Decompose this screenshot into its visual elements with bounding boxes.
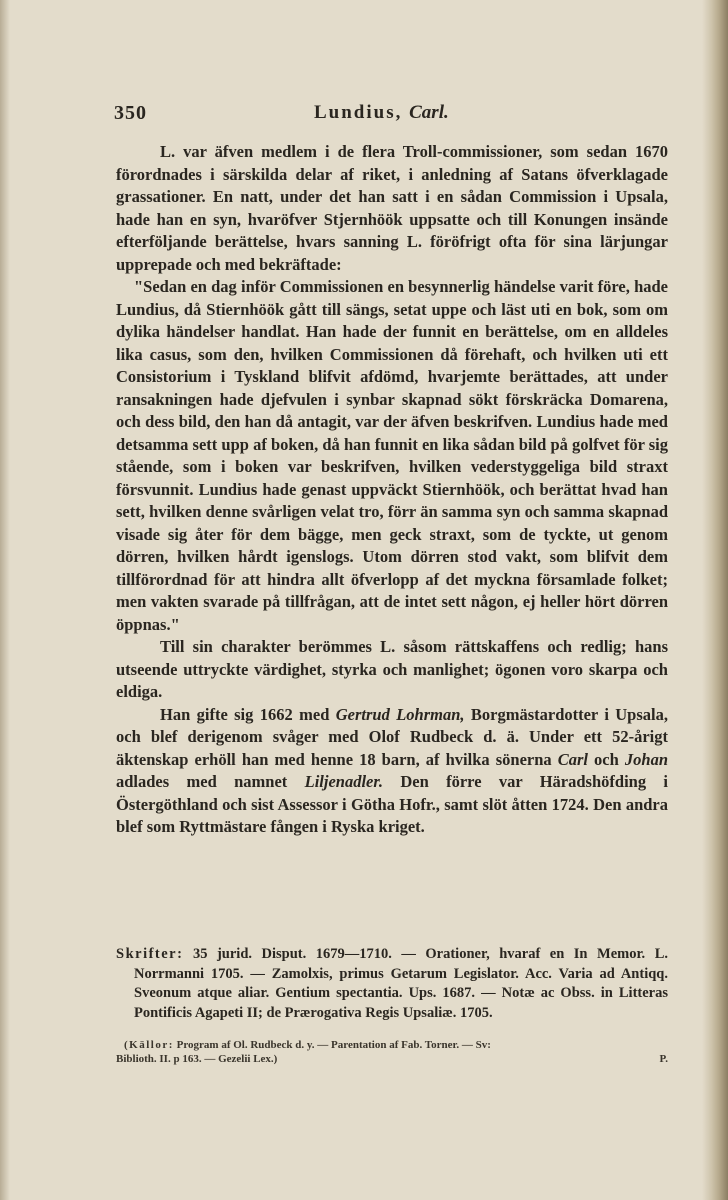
writings-text: 35 jurid. Disput. 1679—1710. — Orationer, hvaraf en In Memor. L. Norrmanni 1705. — Zamolxis, primus Getarum Legislator. Acc. Varia ad Antiqq. Sveonum atque aliar. Gentium spectantia. Ups. 1687. — Notæ ac Obss. in Litteras Pontificis Agapeti II; de Prærogativa Regis Upsaliæ. 1705.: [134, 946, 668, 1021]
paragraph-marriage: [116, 704, 668, 839]
page-header: [114, 102, 674, 126]
page-number: 350: [114, 102, 147, 124]
writings-label: Skrifter:: [116, 946, 184, 962]
son-name-johan: Johan: [624, 749, 668, 769]
author-signature: P.: [659, 1053, 668, 1065]
page-left-edge: [0, 0, 10, 1200]
body-text: [116, 141, 668, 839]
writings-section: [116, 945, 668, 1023]
sources-label: (Källor:: [124, 1039, 174, 1051]
paragraph-troll-commissions: L. var äfven medlem i de flera Troll-commissioner, som sedan 1670 förordnades i särskilda delar af riket, i anledning af Satans öfverklagade grassationer. En natt, under det han satt i en sådan Commission i Upsala, hade han en syn, hvaröfver Stjernhöök uppsatte och till Konungen insände efterföljande berättelse, hvars sanning L. föröfrigt ofta för sina lärjungar upprepade och med bekräftade:: [116, 142, 668, 274]
sources-line-2: [116, 1052, 668, 1066]
marriage-text-5: Den förre var Häradshöfding i Östergöthland och sist Assessor i Götha Hofr., samt slöt åtten 1724. Den andra blef som Ryttmästare fången i Ryska kriget.: [116, 772, 669, 836]
noble-name: Liljenadler.: [304, 772, 383, 791]
running-head-name: Lundius,: [314, 102, 403, 123]
spouse-name: Gertrud Lohrman,: [335, 704, 465, 724]
sources-line-1: [116, 1038, 668, 1052]
sources-text-1: Program af Ol. Rudbeck d. y. — Parentation af Fab. Torner. — Sv:: [173, 1039, 491, 1051]
paragraph-character: Till sin charakter berömmes L. såsom rättskaffens och redlig; hans utseende uttryckte värdighet, styrka och manlighet; ögonen voro skarpa och eldiga.: [116, 637, 668, 701]
sources-text-2: Biblioth. II. p 163. — Gezelii Lex.): [116, 1053, 278, 1065]
sources-section: [116, 1038, 668, 1066]
marriage-text-2: Borgmästardotter i Upsala, och blef derigenom svåger med Olof Rudbeck d. ä. Under ett 52-årigt äktenskap erhöll han med henne 18 barn, af hvilka sönerna: [116, 704, 668, 769]
writings-entry: [116, 945, 668, 1023]
marriage-text-3: och: [587, 749, 625, 769]
marriage-text-4: adlades med namnet: [116, 772, 305, 791]
running-head-tail: Carl.: [409, 102, 449, 123]
book-spine-shadow: [702, 0, 728, 1200]
son-name-carl: Carl: [557, 749, 588, 769]
paragraph-quoted-account: "Sedan en dag inför Commissionen en besynnerlig händelse varit före, hade Lundius, då Stiernhöök gått till sängs, setat uppe och läst uti en bok, som om dylika händelser handlat. Han hade der funnit en berättelse, om en alldeles lika casus, som den, hvilken Commissionen då förehaft, och hvilken uti ett Consistorium i Tyskland blifvit afdömd, hvarjemte berättades, att under ransakningen hade djefvulen i synbar skapnad sökt förskräcka Domarena, och dess bild, den han då antagit, var der äfven beskrifven. Lundius hade med detsamma sett upp af boken, då han funnit en lika sådan bild på golfvet för sig stående, som i boken var beskrifven, hvilken vederstyggeliga bild straxt försvunnit. Lundius hade genast uppväckt Stiernhöök, och berättat hvad han sett, hvilken denne svårligen velat tro, förr än samma syn och samma skapnad visade sig åter för dem bägge, men geck straxt, som de tyckte, ut genom dörren, hvilken hårdt igenslogs. Utom dörren stod vakt, som blifvit dem tillförordnad för att hindra allt öfverlopp af det myckna församlade folket; men vakten svarade på tillfrågan, att de intet sett någon, ej heller hört dörren öppnas.": [116, 277, 668, 634]
marriage-text-1: Han gifte sig 1662 med: [160, 704, 336, 724]
running-head: [314, 102, 449, 124]
